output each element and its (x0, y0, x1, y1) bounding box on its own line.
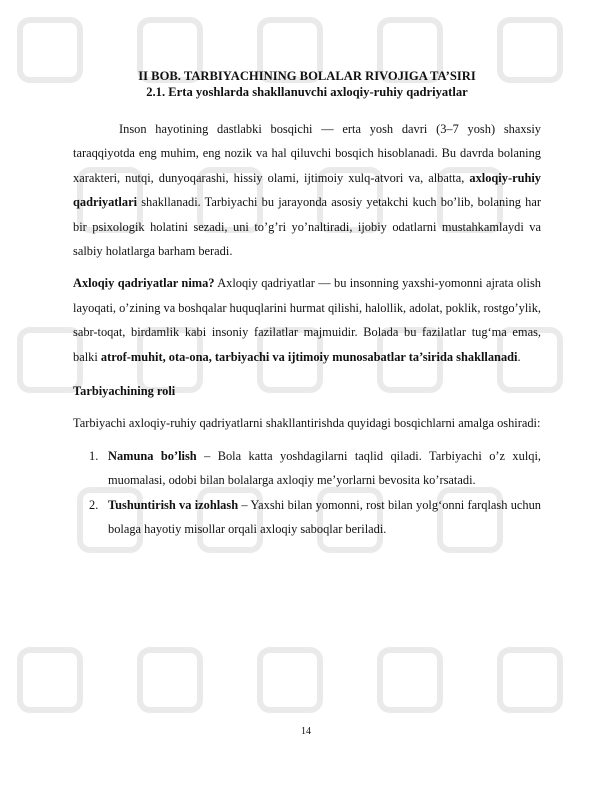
definition-end: . (517, 349, 521, 364)
paragraph-roles: Tarbiyachi axloqiy-ruhiy qadriyatlarni shakllantirishda quyidagi bosqichlarni amalga oshiradi: (73, 416, 541, 431)
list-item-term: Namuna bo’lish (108, 448, 197, 463)
list-item (73, 493, 541, 542)
definition-bold: atrof-muhit, ota-ona, tarbiyachi va ijtimoiy munosabatlar ta’sirida shakllanadi (100, 349, 518, 364)
section-subtitle: 2.1. Erta yoshlarda shakllanuvchi axloqiy-ruhiy qadriyatlar (146, 85, 468, 99)
list-item (73, 444, 541, 493)
paragraph-intro-text-b: shakllanadi. Tarbiyachi bu jarayonda asosiy yetakchi kuch bo’lib, bolaning har bir psixologik holatini sezadi, uni to’g’ri yo’naltiradi, ijobiy odatlarni mustahkamlaydi va salbiy holatlarga barham beradi. (73, 195, 541, 259)
list-item-number: 1. (89, 448, 99, 463)
list-item-text: – Bola katta yoshdagilarni taqlid qiladi. Tarbiyachi o’z xulqi, muomalasi, odobi bilan bolalarga axloqiy me’yorlarni bevosita ko’rsatadi. (108, 448, 541, 488)
paragraph-definition (73, 271, 541, 369)
roles-list (73, 444, 541, 542)
section-heading: Tarbiyachining roli (73, 384, 176, 399)
definition-lead: Axloqiy qadriyatlar nima? (73, 276, 215, 291)
paragraph-intro (73, 117, 541, 263)
page-number: 14 (301, 726, 311, 737)
document-page (73, 68, 541, 542)
list-item-text: – Yaxshi bilan yomonni, rost bilan yolg‘onni farqlash uchun bolaga hayotiy misollar orqali axloqiy saboqlar beriladi. (108, 497, 541, 537)
chapter-title: II BOB. TARBIYACHINING BOLALAR RIVOJIGA TA’SIRI (138, 69, 476, 83)
list-item-body (108, 444, 541, 493)
list-item-term: Tushuntirish va izohlash (108, 497, 239, 512)
list-item-number: 2. (89, 497, 99, 512)
definition-text: Axloqiy qadriyatlar — bu insonning yaxshi-yomonni ajrata olish layoqati, o’zining va boshqalar huquqlarini hurmat qilishi, halollik, adolat, poklik, rostgo’ylik, sabr-toqat, birdamlik kabi insoniy fazilatlar majmuidir. Bolada bu fazilatlar tug‘ma emas, balki (73, 276, 542, 364)
list-item-body (108, 493, 541, 542)
paragraph-intro-text-a: Inson hayotining dastlabki bosqichi — erta yosh davri (3–7 yosh) shaxsiy taraqqiyotda eng muhim, eng nozik va hal qiluvchi bosqich hisoblanadi. Bu davrda bolaning xarakteri, nutqi, dunyoqarashi, hissiy olami, ijtimoiy xulq-atvori va, albatta, (73, 122, 541, 185)
paragraph-intro-bold: axloqiy-ruhiy qadriyatlari (73, 170, 541, 210)
